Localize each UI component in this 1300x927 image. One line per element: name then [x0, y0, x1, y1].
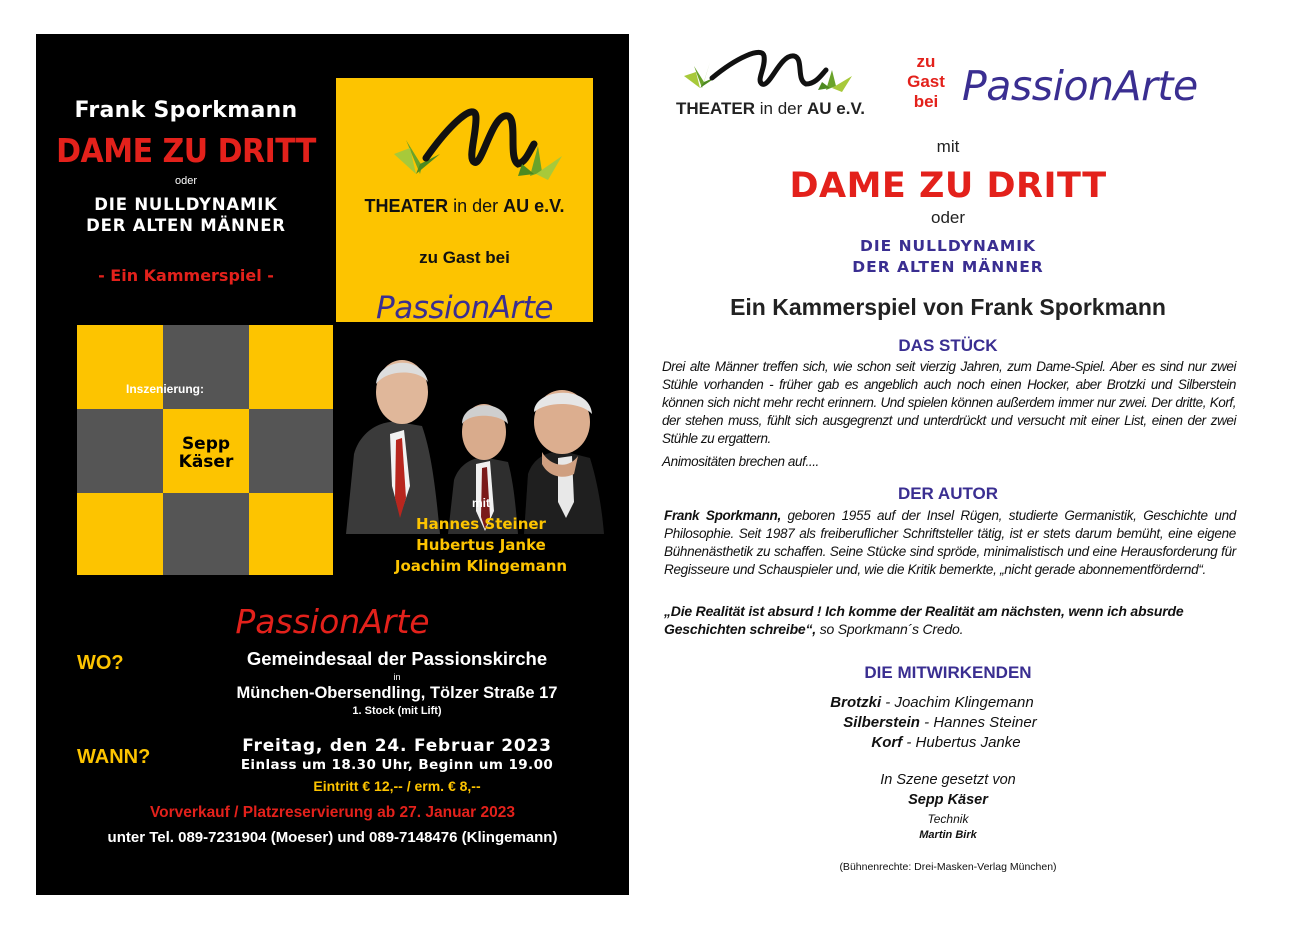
program-subtitle: DIE NULLDYNAMIK DER ALTEN MÄNNER — [852, 237, 1044, 276]
theater-logo-icon — [358, 92, 578, 192]
stueck-description: Drei alte Männer treffen sich, wie schon seit vierzig Jahren, zum Dame-Spiel. Aber es sind nur zwei Stühle vorhanden - früher gab es angeblich auch noch einen Hocker, aber Brotzki und Silberstein können sich nicht mehr recht erinnern. Und spielen können außerdem immer nur zwei. Der dritte, Korf, der stehen muss, fühlt sich ausgegrenzt und unterdrückt und versucht mit einer List, einen der zwei Stühle zu ergattern. — [662, 359, 1236, 446]
theater-name: THEATER in der AU e.V. — [364, 196, 565, 216]
phone-info: unter Tel. 089-7231904 (Moeser) und 089-7148476 (Klingemann) — [107, 829, 558, 846]
cast-member: Joachim Klingemann — [394, 557, 568, 575]
section-heading-autor: DER AUTOR — [897, 484, 999, 503]
director-label: In Szene gesetzt von — [880, 772, 1016, 788]
guest-of-label: zu Gast bei — [419, 248, 510, 267]
cast-member: Hannes Steiner — [416, 515, 546, 533]
poster-subtitle-line2: DER ALTEN MÄNNER — [86, 216, 286, 235]
event-date: Freitag, den 24. Februar 2023 — [242, 736, 552, 756]
cast-member: Hubertus Janke — [416, 536, 546, 554]
venue-address: München-Obersendling, Tölzer Straße 17 — [236, 684, 558, 702]
stueck-description-end: Animositäten brechen auf.... — [662, 454, 819, 469]
cast-row: Brotzki - Joachim Klingemann — [830, 694, 1034, 711]
guest-of-label: zu Gast bei — [907, 52, 945, 111]
venue-in: in — [393, 672, 401, 682]
when-label: WANN? — [77, 746, 151, 768]
venue-name: Gemeindesaal der Passionskirche — [246, 648, 548, 669]
program-title: DAME ZU DRITT — [789, 166, 1107, 206]
passionarte-title: PassionArte — [962, 62, 1198, 110]
cast-mit-label: mit — [472, 496, 490, 510]
section-heading-mitwirkende: DIE MITWIRKENDEN — [864, 663, 1032, 682]
passionarte-heading: PassionArte — [235, 602, 430, 641]
poster-title: DAME ZU DRITT — [56, 132, 316, 171]
program-oder: oder — [930, 208, 966, 227]
poster-author: Frank Sporkmann — [74, 98, 298, 123]
presale-info: Vorverkauf / Platzreservierung ab 27. Januar 2023 — [149, 804, 515, 821]
direction-label: Inszenierung: — [125, 382, 204, 396]
theater-logo-icon — [676, 44, 886, 98]
passionarte-box-label: PassionArte — [376, 290, 553, 326]
director-name: Sepp Käser — [908, 792, 988, 808]
theater-name: THEATER in der AU e.V. — [676, 99, 865, 118]
poster-flyer — [36, 34, 629, 895]
technik-label: Technik — [927, 812, 969, 826]
venue-floor: 1. Stock (mit Lift) — [352, 705, 442, 717]
cast-row: Korf - Hubertus Janke — [871, 734, 1021, 751]
autor-description: Frank Sporkmann, geboren 1955 auf der Insel Rügen, studierte Germanistik, Geschichte und Philosophie. Seit 1987 als freiberuflicher Schriftsteller tätig, ist er stets darum bemüht, eine eigene Bühnenästhetik zu schaffen. Seine Stücke sind spröde, minimalistisch und eine Herausforderung für Regisseure und Schauspieler und, wie die Kritik bemerkte, „nicht gerade abonnementfördernd“. — [664, 508, 1236, 577]
program-kammerspiel: Ein Kammerspiel von Frank Sporkmann — [730, 294, 1166, 320]
poster-subtitle — [36, 194, 336, 236]
poster-subtitle-line1: DIE NULLDYNAMIK — [94, 195, 278, 214]
autor-quote: „Die Realität ist absurd ! Ich komme der Realität am nächsten, wenn ich absurde Geschichten schreibe“, so Sporkmann´s Credo. — [664, 603, 1184, 637]
poster-genre: - Ein Kammerspiel - — [98, 266, 274, 285]
program-mit: mit — [936, 137, 960, 156]
director-name: Sepp Käser — [178, 434, 234, 472]
technician-name: Martin Birk — [919, 829, 977, 841]
section-heading-stueck: DAS STÜCK — [898, 336, 998, 355]
where-label: WO? — [77, 652, 124, 674]
cast-list — [376, 514, 586, 577]
cast-row: Silberstein - Hannes Steiner — [843, 714, 1037, 731]
stage-rights: (Bühnenrechte: Drei-Masken-Verlag München) — [839, 861, 1057, 873]
ticket-price: Eintritt € 12,-- / erm. € 8,-- — [313, 778, 481, 794]
admission-time: Einlass um 18.30 Uhr, Beginn um 19.00 — [240, 757, 554, 773]
poster-oder: oder — [174, 175, 198, 187]
theater-logo-box — [336, 78, 593, 326]
